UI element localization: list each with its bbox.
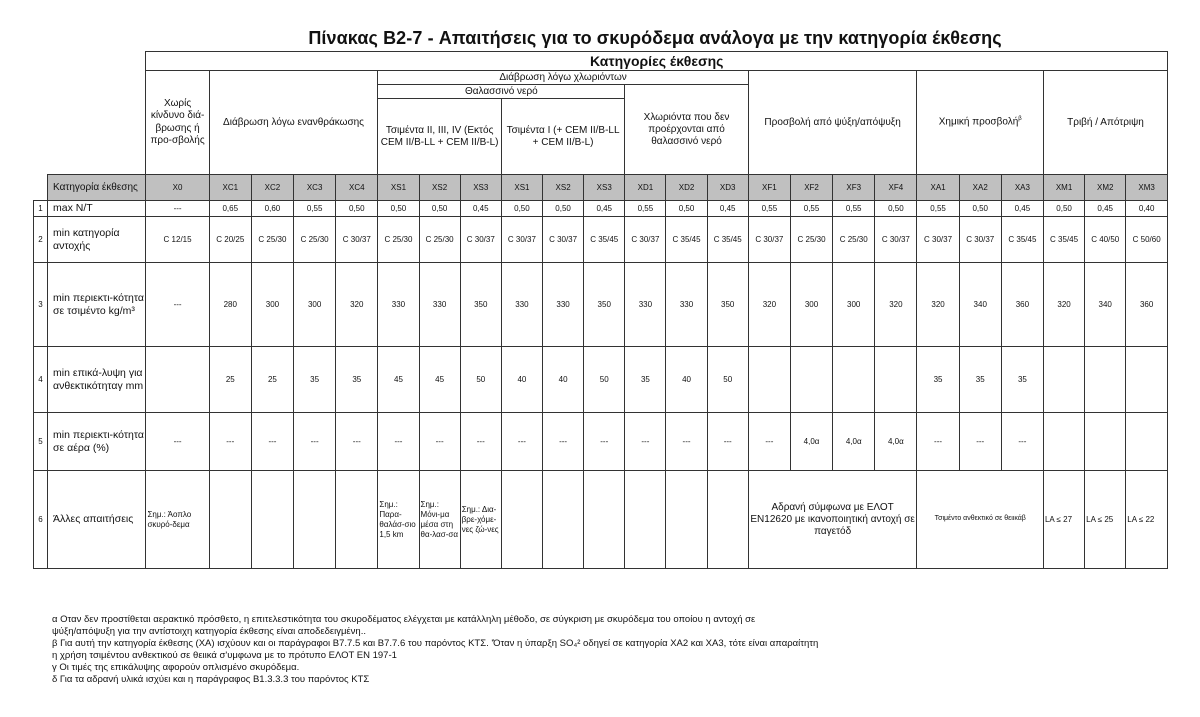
note-xm3: LA ≤ 22 (1126, 471, 1168, 569)
header-cement-a: Τσιμέντα II, III, IV (Εκτός CEM II/B-LL + CEM II/B-L) (378, 99, 501, 175)
table-cell: 40 (666, 347, 707, 413)
table-cell: 360 (1001, 263, 1043, 347)
table-cell (625, 471, 666, 569)
table-cell: C 25/30 (378, 217, 419, 263)
table-cell: 300 (294, 263, 336, 347)
class-cell: XF2 (790, 175, 832, 201)
header-abrasion: Τριβή / Απότριψη (1043, 71, 1167, 175)
table-cell (543, 471, 584, 569)
table-cell: 50 (460, 347, 501, 413)
header-no-risk: Χωρίς κίνδυνο διά-βρωσης ή προ-σβολής (146, 71, 209, 175)
table-cell: 360 (1126, 263, 1168, 347)
table-cell (790, 347, 832, 413)
class-cell: XM1 (1043, 175, 1084, 201)
table-cell: 35 (959, 347, 1001, 413)
table-cell: --- (1001, 413, 1043, 471)
table-cell: 340 (1085, 263, 1126, 347)
table-cell: 0,55 (790, 201, 832, 217)
header-main: Κατηγορίες έκθεσης (146, 52, 1168, 71)
note-xs3: Σημ.: Δια-βρε-χόμε-νες ζώ-νες (460, 471, 501, 569)
table-cell: C 30/37 (959, 217, 1001, 263)
table-cell: 50 (584, 347, 625, 413)
page-title: Πίνακας B2-7 - Απαιτήσεις για το σκυρόδεμα ανάλογα με την κατηγορία έκθεσης (308, 28, 1002, 48)
table-cell: 330 (419, 263, 460, 347)
table-cell: C 35/45 (1043, 217, 1084, 263)
table-cell: 330 (378, 263, 419, 347)
table-cell: 0,55 (294, 201, 336, 217)
table-cell: 0,50 (959, 201, 1001, 217)
row-label: min περιεκτι-κότητα σε αέρα (%) (48, 413, 146, 471)
requirements-table (33, 51, 1168, 569)
table-cell: 340 (959, 263, 1001, 347)
table-cell: C 25/30 (790, 217, 832, 263)
table-cell (294, 471, 336, 569)
table-cell (1085, 347, 1126, 413)
class-cell: XD1 (625, 175, 666, 201)
table-cell: 320 (336, 263, 378, 347)
table-cell: 40 (543, 347, 584, 413)
footnote: η χρήση τσιμέντου ανθεκτικού σε θειικά σ'υμφωνα με το πρότυπο ΕΛΟΤ ΕΝ 197-1 (52, 650, 397, 661)
note-xm2: LA ≤ 25 (1085, 471, 1126, 569)
table-cell (1126, 347, 1168, 413)
table-cell: 300 (251, 263, 293, 347)
table-cell: --- (666, 413, 707, 471)
table-cell: --- (748, 413, 790, 471)
table-cell: 25 (209, 347, 251, 413)
table-cell: 4,0α (790, 413, 832, 471)
table-cell (336, 471, 378, 569)
table-cell: 330 (666, 263, 707, 347)
table-cell: C 30/37 (543, 217, 584, 263)
class-cell: XM2 (1085, 175, 1126, 201)
table-cell: --- (501, 413, 542, 471)
footnote: α Οταν δεν προστίθεται αερακτικό πρόσθετο, η επιτελεστικότητα του σκυροδέματος ελέγχεται με κατάλληλη μέθοδο, σε σύγκριση με σκυρόδεμα του οποίου η αντοχή σε (52, 614, 756, 625)
table-cell: C 35/45 (1001, 217, 1043, 263)
footnote: γ Οι τιμές της επικάλυψης αφορούν οπλισμένο σκυρόδεμα. (52, 662, 300, 673)
table-cell: --- (584, 413, 625, 471)
class-cell: XF1 (748, 175, 790, 201)
table-cell: --- (294, 413, 336, 471)
header-freeze: Προσβολή από ψύξη/απόψυξη (748, 71, 917, 175)
table-cell: 330 (543, 263, 584, 347)
table-cell: 0,65 (209, 201, 251, 217)
table-cell: 0,50 (378, 201, 419, 217)
table-cell (146, 347, 209, 413)
table-cell: --- (146, 413, 209, 471)
class-cell: X0 (146, 175, 209, 201)
table-cell: 0,50 (501, 201, 542, 217)
table-cell: C 30/37 (501, 217, 542, 263)
table-cell: 35 (917, 347, 959, 413)
table-cell: C 35/45 (584, 217, 625, 263)
table-cell: 330 (625, 263, 666, 347)
class-cell: XM3 (1126, 175, 1168, 201)
table-cell: 0,50 (1043, 201, 1084, 217)
class-cell: XA3 (1001, 175, 1043, 201)
table-cell: --- (543, 413, 584, 471)
table-cell: C 25/30 (294, 217, 336, 263)
row-number: 6 (34, 471, 48, 569)
row-number: 2 (34, 217, 48, 263)
table-cell: 0,45 (1085, 201, 1126, 217)
header-chemical: Χημική προσβολή$^\beta$ (917, 71, 1044, 175)
note-chemical: Τσιμέντο ανθεκτικό σε θειικάβ (917, 471, 1044, 569)
class-cell: XD2 (666, 175, 707, 201)
class-cell: XS2 (543, 175, 584, 201)
table-cell: --- (707, 413, 748, 471)
table-cell (1126, 413, 1168, 471)
class-cell: XF4 (875, 175, 917, 201)
table-cell: 0,55 (625, 201, 666, 217)
row-number: 3 (34, 263, 48, 347)
header-carbonation: Διάβρωση λόγω ενανθράκωσης (209, 71, 378, 175)
table-cell: C 30/37 (748, 217, 790, 263)
table-cell: 40 (501, 347, 542, 413)
class-cell: XS1 (501, 175, 542, 201)
footnotes (52, 614, 1172, 686)
table-cell: 35 (625, 347, 666, 413)
table-cell: 0,50 (666, 201, 707, 217)
table-cell (1043, 347, 1084, 413)
row-label: min επικά-λυψη για ανθεκτικότηταγ mm (48, 347, 146, 413)
row-label: min κατηγορία αντοχής (48, 217, 146, 263)
note-xs1: Σημ.: Παρα-θαλάσ-σιο 1,5 km (378, 471, 419, 569)
class-cell: XC3 (294, 175, 336, 201)
table-cell (875, 347, 917, 413)
class-cell: XC1 (209, 175, 251, 201)
table-cell: C 25/30 (419, 217, 460, 263)
note-x0: Σημ.: Άοπλο σκυρό-δεμα (146, 471, 209, 569)
table-cell: 35 (336, 347, 378, 413)
table-cell (251, 471, 293, 569)
table-cell: 45 (419, 347, 460, 413)
table-cell: --- (146, 201, 209, 217)
table-cell: --- (917, 413, 959, 471)
class-label: Κατηγορία έκθεσης (48, 175, 146, 201)
table-cell: 0,55 (748, 201, 790, 217)
table-cell: 0,50 (543, 201, 584, 217)
table-cell: 350 (584, 263, 625, 347)
header-chloride: Διάβρωση λόγω χλωριόντων (378, 71, 748, 85)
table-cell: 300 (833, 263, 875, 347)
table-cell: C 30/37 (625, 217, 666, 263)
table-cell (1043, 413, 1084, 471)
row-number: 4 (34, 347, 48, 413)
note-xs2: Σημ.: Μόνι-μα μέσα στη θα-λασ-σα (419, 471, 460, 569)
table-cell (707, 471, 748, 569)
table-cell: --- (419, 413, 460, 471)
table-cell: --- (460, 413, 501, 471)
table-cell: 330 (501, 263, 542, 347)
table-cell: 45 (378, 347, 419, 413)
table-cell: 0,55 (833, 201, 875, 217)
table-cell: --- (336, 413, 378, 471)
table-cell: 0,40 (1126, 201, 1168, 217)
note-xm1: LA ≤ 27 (1043, 471, 1084, 569)
table-cell: 320 (917, 263, 959, 347)
class-cell: XC2 (251, 175, 293, 201)
table-cell: 25 (251, 347, 293, 413)
table-cell: C 30/37 (460, 217, 501, 263)
table-cell: 0,50 (336, 201, 378, 217)
table-cell: 350 (707, 263, 748, 347)
table-cell: --- (959, 413, 1001, 471)
table-cell (584, 471, 625, 569)
row-number: 5 (34, 413, 48, 471)
table-cell: 50 (707, 347, 748, 413)
table-cell: C 12/15 (146, 217, 209, 263)
table-cell (666, 471, 707, 569)
table-cell (1085, 413, 1126, 471)
footnote: ψύξη/απόψυξη για την αντίστοιχη κατηγορία έκθεσης είναι αποδεδειγμένη.. (52, 626, 366, 637)
table-cell: C 20/25 (209, 217, 251, 263)
table-cell: 320 (875, 263, 917, 347)
table-cell: C 50/60 (1126, 217, 1168, 263)
table-cell: 35 (1001, 347, 1043, 413)
class-cell: XA1 (917, 175, 959, 201)
class-cell: XA2 (959, 175, 1001, 201)
table-cell: 0,45 (1001, 201, 1043, 217)
table-cell: --- (378, 413, 419, 471)
row-label: Άλλες απαιτήσεις (48, 471, 146, 569)
class-cell: XD3 (707, 175, 748, 201)
table-cell: 320 (748, 263, 790, 347)
table-cell: 0,45 (707, 201, 748, 217)
table-cell: 320 (1043, 263, 1084, 347)
table-cell: 0,45 (460, 201, 501, 217)
table-cell: --- (625, 413, 666, 471)
table-cell: 300 (790, 263, 832, 347)
table-cell: 350 (460, 263, 501, 347)
table-cell: 4,0α (875, 413, 917, 471)
class-cell: XS1 (378, 175, 419, 201)
header-cement-b: Τσιμέντα I (+ CEM II/B-LL + CEM II/B-L) (501, 99, 624, 175)
header-chlorides-other: Χλωριόντα που δεν προέρχονται από θαλασσινό νερό (625, 85, 748, 175)
class-cell: XS2 (419, 175, 460, 201)
table-cell: C 30/37 (875, 217, 917, 263)
table-cell (833, 347, 875, 413)
table-cell: C 35/45 (666, 217, 707, 263)
table-cell: --- (209, 413, 251, 471)
table-cell (748, 347, 790, 413)
class-cell: XS3 (584, 175, 625, 201)
table-cell: 280 (209, 263, 251, 347)
table-cell: 0,50 (875, 201, 917, 217)
footnote: δ Για τα αδρανή υλικά ισχύει και η παράγραφος Β1.3.3.3 του παρόντος ΚΤΣ (52, 674, 370, 685)
footnote: β Για αυτή την κατηγορία έκθεσης (ΧΑ) ισχύουν και οι παράγραφοι Β7.7.5 και Β7.7.6 του παρόντος ΚΤΣ. 'Όταν η ύπαρξη SO₄² οδηγεί σε κατηγορία ΧΑ2 και ΧΑ3, τότε είναι απαραίτητη (52, 638, 819, 649)
class-cell: XC4 (336, 175, 378, 201)
table-cell: C 25/30 (251, 217, 293, 263)
class-cell: XS3 (460, 175, 501, 201)
header-seawater: Θαλασσινό νερό (378, 85, 625, 99)
table-cell: 35 (294, 347, 336, 413)
table-cell: 0,55 (917, 201, 959, 217)
row-label: max N/T (48, 201, 146, 217)
note-freeze: Αδρανή σύμφωνα με ΕΛΟΤ EN12620 με ικανοποιητική αντοχή σε παγετόδ (748, 471, 917, 569)
table-cell (501, 471, 542, 569)
table-cell: C 35/45 (707, 217, 748, 263)
row-label: min περιεκτι-κότητα σε τσιμέντο kg/m³ (48, 263, 146, 347)
table-cell: C 30/37 (336, 217, 378, 263)
table-cell: --- (251, 413, 293, 471)
table-cell: C 30/37 (917, 217, 959, 263)
table-cell: C 40/50 (1085, 217, 1126, 263)
class-cell: XF3 (833, 175, 875, 201)
row-number: 1 (34, 201, 48, 217)
table-cell: 4,0α (833, 413, 875, 471)
table-cell: 0,45 (584, 201, 625, 217)
table-cell (209, 471, 251, 569)
table-cell: 0,50 (419, 201, 460, 217)
table-cell: --- (146, 263, 209, 347)
table-cell: C 25/30 (833, 217, 875, 263)
table-cell: 0,60 (251, 201, 293, 217)
